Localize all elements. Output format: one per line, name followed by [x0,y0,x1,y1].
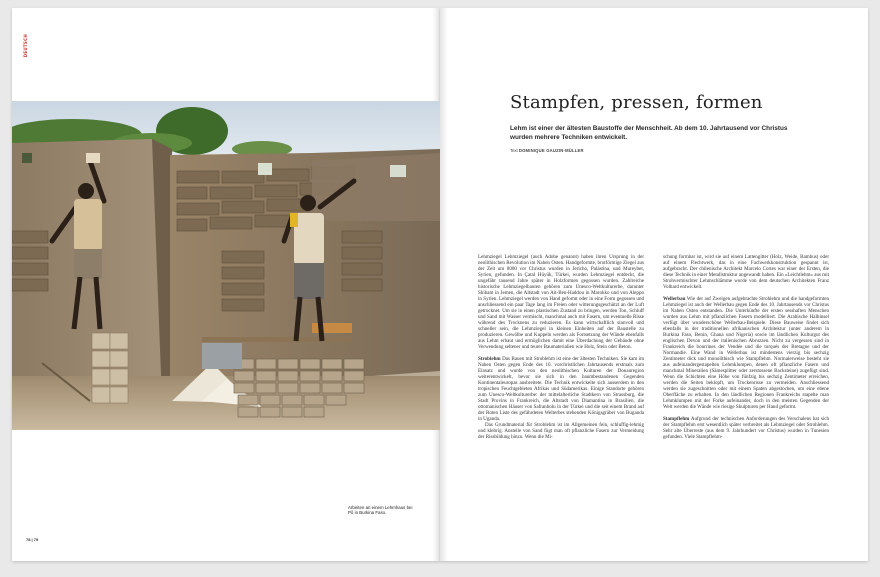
text-column-1 [478,254,644,440]
subheading-stroblehm: Stroblehm [478,356,501,363]
subheading-stampflehm: Stampflehm [663,416,690,423]
section-tag: DEUTSCH [23,34,28,58]
paragraph-wellerbau-text: Wie der auf Zweigen aufgebrachte Strohlehm und die handgeformten Lehmziegel ist auch der Wellerbau gegen Ende des 10. Jahrtausends vor Christus im Nahen Osten entstanden. Die Unterkünfte der ersten sesshaften Menschen wurden aus Lehm mit pflanzlichen Fasern modelliert. Die Arabische Halbinsel verfügt über wunderschöne Wellerbau-Beispiele. Diese Bauweise findet sich ebenfalls in der traditionellen afrikanischen Architektur (unter anderem in Burkina Faso, Benin, Ghana und Nigeria) sowie im ländlichen Kulturgut des englischen Devon und der italienischen Abruzzen. Nicht zu vergessen sind in Frankreich die bourrines der Vendée und die torqués der Bretagne und der Normandie. Eine Wand in Wellerbau ist mindestens vierzig bis sechzig Zentimeter dick und monolithisch wie Stampflehm. Normalerweise besteht sie aus aufeinandergestapelten Lehmklumpen, denen oft pflanzliche Fasern und manchmal Mineralien (Sämesplitter oder zerstossene Backsteine) zugefügt sind. Wenn die Schichten eine Höhe von fünfzig bis sechzig Zentimeter erreichen, werden die Seiten beklopft, um Trockenrisse zu vermeiden. Anschliessend werden sie zugeschnitten oder mit einem Spaten abgestochen, um eine ebene Oberfläche zu erhalten. In den ländlichen Regionen Frankreichs stapelte man Lehmklumpen mit der Forke aufeinander, doch in den meisten Gegenden der Welt werden die Wände wie riesige Skulpturen per Hand geformt. [663,296,830,411]
subheading-wellerbau: Wellerbau [663,296,686,303]
article-lead: Lehm ist einer der ältesten Baustoffe der Menschheit. Ab dem 10. Jahrtausend vor Christus wurden mehrere Techniken entwickelt. [510,125,788,142]
photo-mud-house-construction [12,101,440,430]
photo-illustration [12,101,440,430]
article-title: Stampfen, pressen, formen [510,92,763,113]
paragraph-stampflehm-text: Aufgrund der technischen Anforderungen des Verschalens hat sich der Stampflehm erst wesentlich später verbreitet als Lehmziegel oder Strohlehm. Sehr alte Überreste (aus dem 9. Jahrhundert vor Christus) wurden in Tunesien gefunden. Viele Stampflehm- [663,416,830,441]
paragraph-grundmaterial: Das Grundmaterial für Stroblehm ist im Allgemeinen fein, schluffig-lehmig und klebrig. Anstelle von Sand fügt man oft pflanzliche Fasern zur Vermeidung der Rissbildung hinzu. Wenn die Mi- [478,422,644,441]
paragraph-stampflehm [663,416,829,440]
paragraph-lehmziegel: Lehmziegel Lehmziegel (auch Adobe genannt) haben ihren Ursprung in der neolithischen Revolution im Nahen Osten. Handgeformte, brotförmige Ziegel aus der Zeit um 8000 vor Christus wurden in Jericho, Palästina, und Mureybet, Syrien, gefunden. In Çatal Hüyük, Türkei, wurden Lehmziegel entdeckt, die ungefähr tausend Jahre später in Holzformen gegossen wurden. Zahlreiche historische Lehmziegelbauten gehören zum Unesco-Weltkulturerbe, darunter Shibam in Jemen, die Altstadt von Ait-Ben-Haddou in Marokko und von Aleppo in Syrien. Lehmziegel werden von Hand geformt oder in eine Form gegossen und anschliessend ein paar Tage lang im Freien oder witterungsgeschützt an der Luft getrocknet. Um sie in einen plastischen Zustand zu bringen, werden Ton, Schluff und Sand mit Wasser vermischt, manchmal auch mit Fasern, um eventuelle Risse während des Trocknens zu reduzieren. Es kann wirtschaftlich sinnvoll und schneller sein, die Lehmziegel in kleinen Einheiten auf der Baustelle zu produzieren. Gewölbe und Kuppeln werden als Fortsetzung der Wände ebenfalls aus Lehm erbaut und ermöglichen damit eine Überdachung der Gebäude ohne Verwendung seltener und teurer Baumaterialien wie Holz, Stein oder Beton. [478,254,644,351]
paragraph-mischung: schung formbar ist, wird sie auf einem Lattengitter (Holz, Weide, Bambus) oder auf einem Flechtwerk, das in eine Fachwerkkonstruktion gespannt ist, aufgebracht. Der chilenische Architekt Marcelo Cortes war einer der Ersten, die diese Technik in einer Metallstruktur angewandt haben. Ein «Leichtlehm» aus mit Strohvermischter Lehmschlämme wurde von dem deutschen Architekten Franz Volhard entwickelt. [663,254,829,291]
paragraph-stroblehm [478,356,644,422]
page-numbers: 78 | 79 [26,537,39,542]
byline [510,148,584,153]
paragraph-stroblehm-text: Das Bauen mit Stroblehm ist eine der ältesten Techniken. Sie kam im Nahen Osten gegen Ende des 10. vorchristlichen Jahrtausends erstmals zum Einsatz und wurde von den neolithischen Kulturen der Donauregion weiterentwickelt, bevor sie sich in den baumbestandenen Gegenden Kontinentaleuropas ausbreitete. Die Technik entwickelte sich ausserdem in den tropischen Feuchtgebieten Afrikas und Südamerikas. Einige Standorte gehören zum Unesco-Weltkulturerbe: der mittelalterliche Stadtkern von Strassburg, die Stadt Provins in Frankreich, die Altstadt von Diamantina in Brasilien, die ottomanischen Häuser von Safranbolu in der Türkei und die seit einem Brand auf der Roten Liste des gefährdeten Welterbes stehenden Königsgräber von Buganda in Uganda. [478,356,644,423]
text-column-2 [663,254,829,440]
byline-author: DOMINIQUE GAUZIN-MÜLLER [518,148,584,153]
byline-prefix: Text [510,148,518,153]
paragraph-wellerbau [663,296,829,410]
photo-caption: Arbeiten an einem Lehmhaus bei Pô in Burkina Faso. [348,505,413,516]
